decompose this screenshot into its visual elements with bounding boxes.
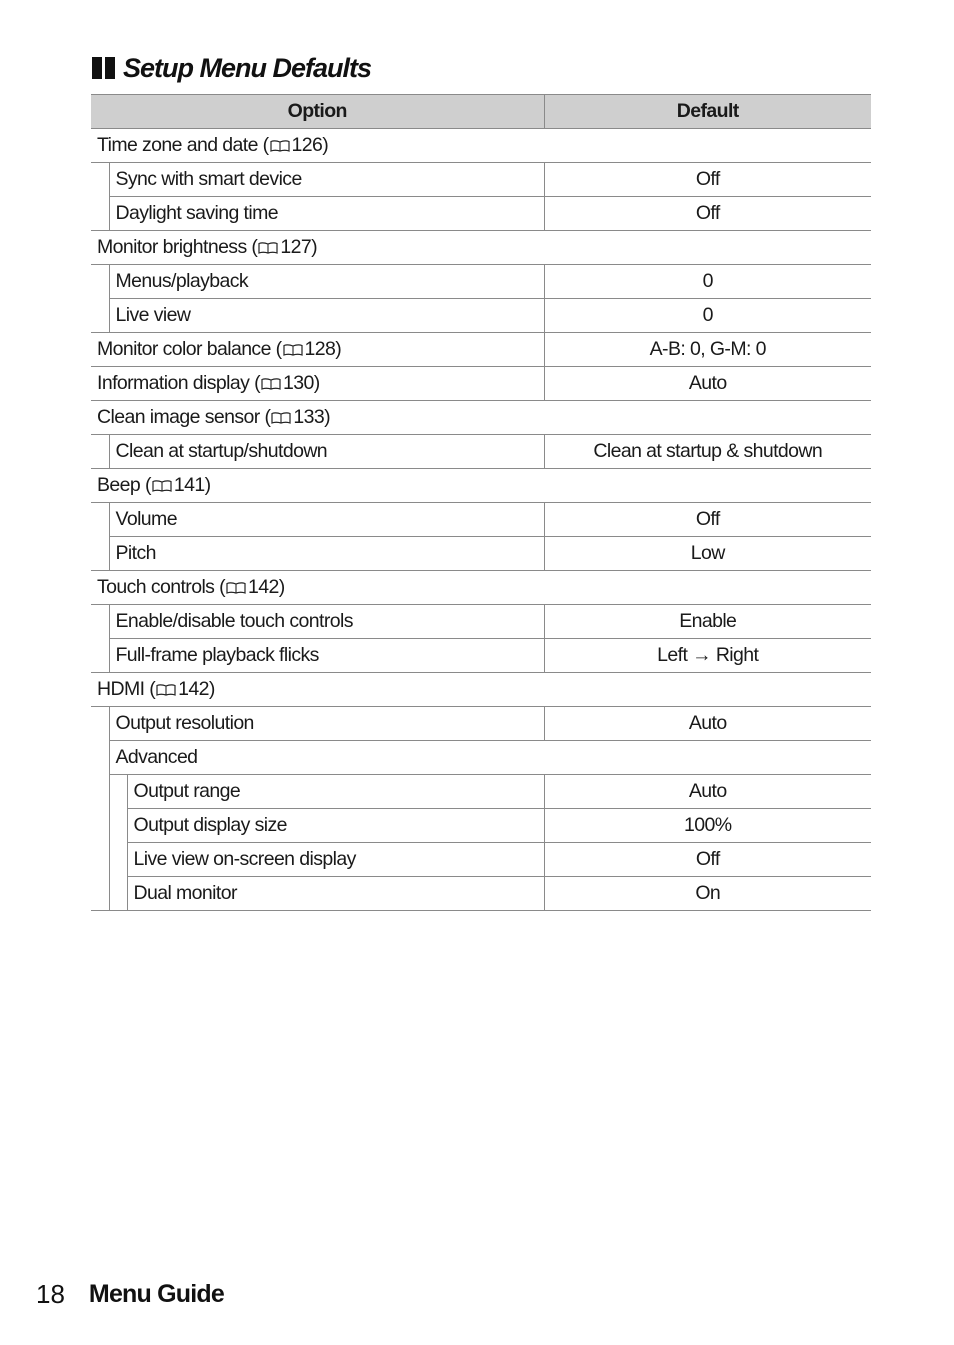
table-row <box>91 333 871 367</box>
section-heading <box>92 48 371 88</box>
table-row <box>91 367 871 401</box>
default-cell: Off <box>544 843 871 877</box>
indent-spacer <box>91 639 109 673</box>
table-row <box>91 265 871 299</box>
table-row <box>91 469 871 503</box>
default-cell: Clean at startup & shutdown <box>544 435 871 469</box>
option-cell: Full-frame playback flicks <box>109 639 544 673</box>
table-row <box>91 571 871 605</box>
option-cell: Pitch <box>109 537 544 571</box>
default-cell: 0 <box>544 299 871 333</box>
table-row <box>91 537 871 571</box>
option-label: Touch controls ( <box>97 576 226 598</box>
indent-spacer <box>91 741 109 775</box>
option-cell <box>91 129 871 163</box>
header-option: Option <box>91 95 544 129</box>
option-cell <box>91 231 871 265</box>
table-header-row <box>91 95 871 129</box>
option-cell: Daylight saving time <box>109 197 544 231</box>
indent-spacer <box>91 299 109 333</box>
option-label: Monitor brightness ( <box>97 236 258 258</box>
page-reference: 133) <box>293 406 330 428</box>
indent-spacer <box>91 197 109 231</box>
option-cell: Menus/playback <box>109 265 544 299</box>
default-cell: Low <box>544 537 871 571</box>
indent-spacer <box>91 163 109 197</box>
table-row <box>91 707 871 741</box>
default-cell: Auto <box>544 707 871 741</box>
book-reference-icon <box>156 684 176 696</box>
page-reference: 126) <box>291 134 329 156</box>
default-cell: Enable <box>544 605 871 639</box>
table-row <box>91 741 871 775</box>
option-label: Monitor color balance ( <box>97 338 282 360</box>
option-cell: Sync with smart device <box>109 163 544 197</box>
option-label: Information display ( <box>97 372 260 394</box>
option-label: Time zone and date ( <box>97 134 269 156</box>
option-label: Beep ( <box>97 474 151 496</box>
table-row <box>91 503 871 537</box>
default-cell: A-B: 0, G-M: 0 <box>544 333 871 367</box>
default-cell: 0 <box>544 265 871 299</box>
option-cell <box>91 469 871 503</box>
indent-spacer <box>91 435 109 469</box>
indent-spacer <box>91 707 109 741</box>
option-label: HDMI ( <box>97 678 156 700</box>
book-reference-icon <box>271 412 291 424</box>
default-cell: Auto <box>544 367 871 401</box>
indent-spacer <box>91 537 109 571</box>
option-cell <box>91 401 871 435</box>
indent-spacer <box>109 843 127 877</box>
indent-spacer <box>91 605 109 639</box>
page-reference: 141) <box>173 474 211 496</box>
book-reference-icon <box>261 378 281 390</box>
indent-spacer <box>91 503 109 537</box>
table-row <box>91 435 871 469</box>
option-cell <box>91 367 544 401</box>
table-row <box>91 299 871 333</box>
option-cell: Clean at startup/shutdown <box>109 435 544 469</box>
option-cell <box>91 333 544 367</box>
page-reference: 130) <box>282 372 320 394</box>
book-reference-icon <box>270 140 290 152</box>
indent-spacer <box>109 809 127 843</box>
option-cell: Enable/disable touch controls <box>109 605 544 639</box>
indent-spacer <box>91 809 109 843</box>
default-cell: Off <box>544 503 871 537</box>
table-row <box>91 775 871 809</box>
table-row <box>91 639 871 673</box>
default-cell: Auto <box>544 775 871 809</box>
table-row <box>91 197 871 231</box>
indent-spacer <box>109 775 127 809</box>
table-row <box>91 877 871 911</box>
option-cell: Output range <box>127 775 544 809</box>
option-label: Clean image sensor ( <box>97 406 271 428</box>
option-cell: Output display size <box>127 809 544 843</box>
default-cell: Off <box>544 163 871 197</box>
default-cell: On <box>544 877 871 911</box>
page-reference: 142) <box>248 576 285 598</box>
table-row <box>91 163 871 197</box>
table-row <box>91 843 871 877</box>
section-title: Setup Menu Defaults <box>123 52 372 83</box>
option-cell: Output resolution <box>109 707 544 741</box>
option-cell: Volume <box>109 503 544 537</box>
setup-defaults-table <box>91 94 871 911</box>
default-cell: Off <box>544 197 871 231</box>
default-cell: 100% <box>544 809 871 843</box>
table-row <box>91 605 871 639</box>
footer-title: Menu Guide <box>88 1279 224 1308</box>
table-row <box>91 401 871 435</box>
option-cell <box>91 673 871 707</box>
table-row <box>91 129 871 163</box>
section-marker-icon <box>92 57 115 79</box>
book-reference-icon <box>226 582 246 594</box>
page-reference: 142) <box>178 678 215 700</box>
page-footer <box>36 1276 224 1312</box>
page-reference: 128) <box>304 338 342 360</box>
page-reference: 127) <box>280 236 317 258</box>
option-cell: Live view on-screen display <box>127 843 544 877</box>
option-cell: Live view <box>109 299 544 333</box>
table-row <box>91 673 871 707</box>
page-number: 18 <box>36 1278 65 1309</box>
book-reference-icon <box>283 344 303 356</box>
indent-spacer <box>109 877 127 911</box>
default-cell: Left → Right <box>544 639 871 673</box>
option-cell <box>91 571 871 605</box>
header-default: Default <box>544 95 871 129</box>
indent-spacer <box>91 843 109 877</box>
option-cell: Dual monitor <box>127 877 544 911</box>
indent-spacer <box>91 775 109 809</box>
indent-spacer <box>91 877 109 911</box>
book-reference-icon <box>258 242 278 254</box>
table-row <box>91 231 871 265</box>
book-reference-icon <box>152 480 172 492</box>
option-cell: Advanced <box>109 741 871 775</box>
table-row <box>91 809 871 843</box>
indent-spacer <box>91 265 109 299</box>
